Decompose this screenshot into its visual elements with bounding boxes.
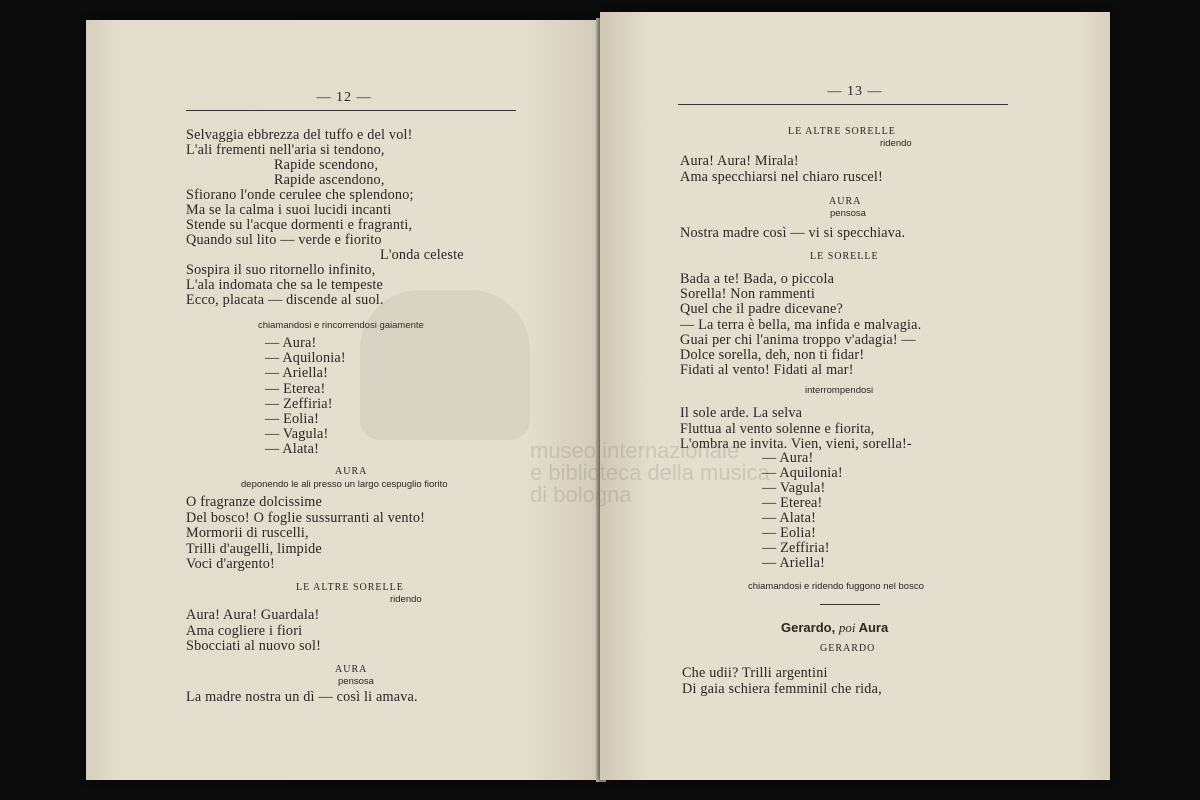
verse-line: Guai per chi l'anima troppo v'adagia! — [680, 331, 916, 348]
right-page [600, 12, 1110, 780]
page-number: — 13 — [827, 84, 883, 99]
verse-line: — Eterea! [762, 495, 823, 511]
verse-line: Rapide scendono, [274, 157, 379, 173]
verse-line: Il sole arde. La selva [680, 405, 803, 421]
verse-line: — Alata! [265, 441, 319, 458]
verse-line: — Alata! [762, 510, 816, 526]
speaker-label: AURA [335, 466, 368, 477]
verse-line: Quel che il padre dicevane? [680, 301, 843, 318]
stage-direction: ridendo [390, 594, 422, 605]
stage-direction: chiamandosi e ridendo fuggono nel bosco [748, 581, 924, 592]
scene-connector: poi [838, 620, 856, 635]
verse-line: Sorella! Non rammenti [680, 286, 816, 303]
names-list [762, 451, 843, 571]
verse-line: — Aquilonia! [762, 465, 843, 481]
verse-line: Selvaggia ebbrezza del tuffo e del vol! [186, 127, 413, 143]
verse-line: — La terra è bella, ma infida e malvagia. [680, 316, 922, 333]
speaker-label: AURA [829, 196, 862, 207]
verse-line: — Zeffiria! [762, 540, 830, 556]
header-rule [678, 104, 1008, 105]
stage-direction: ridendo [880, 138, 912, 149]
watermark-line: museo internazionale [530, 438, 740, 463]
verse-block [186, 495, 425, 573]
stage-direction: pensosa [830, 208, 866, 219]
verse-line: Del bosco! O foglie sussurranti al vento! [186, 509, 426, 526]
verse-line: Fidati al vento! Fidati al mar! [680, 362, 854, 379]
verse-line: — Vagula! [762, 480, 826, 496]
verse-line: La madre nostra un dì — così li amava. [186, 689, 418, 705]
stage-direction: chiamandosi e rincorrendosi gaiamente [258, 320, 424, 331]
page-number: — 12 — [316, 90, 372, 105]
scene-character: Aura [858, 620, 889, 635]
verse-line: — Zeffiria! [265, 395, 333, 412]
verse-line: Mormorii di ruscelli, [186, 525, 309, 541]
watermark-line: di bologna [530, 482, 632, 507]
verse-line: L'onda celeste [380, 247, 464, 263]
speaker-label: LE ALTRE SORELLE [296, 582, 404, 593]
verse-block [680, 272, 921, 378]
scene-divider [820, 604, 880, 605]
verse-block [186, 608, 321, 655]
verse-line: Stende su l'acque dormenti e fragranti, [186, 217, 413, 233]
speaker-label: LE SORELLE [810, 251, 879, 262]
watermark [530, 440, 770, 506]
stage-direction: deponendo le ali presso un largo cespuglio fiorito [241, 479, 448, 490]
header-rule [186, 110, 516, 111]
verse-line: Ma se la calma i suoi lucidi incanti [186, 202, 392, 218]
verse-block [186, 128, 464, 308]
verse-line: O fragranze dolcissime [186, 494, 322, 510]
verse-line: Sbocciati al nuovo sol! [186, 638, 322, 654]
verse-line: — Aura! [265, 335, 317, 351]
verse-line: Aura! Aura! Guardala! [186, 607, 320, 623]
verse-line: Voci d'argento! [186, 556, 275, 572]
scene-character: Gerardo, [781, 620, 836, 635]
verse-line: Che udii? Trilli argentini [682, 665, 828, 681]
verse-line: Aura! Aura! Mirala! [680, 153, 799, 169]
verse-line: — Aura! [762, 450, 814, 466]
verse-line: Rapide ascendono, [274, 172, 385, 188]
verse-line: L'ombra ne invita. Vien, vieni, sorella!- [680, 436, 912, 452]
speaker-label: GERARDO [820, 643, 876, 654]
verse-line: — Vagula! [265, 426, 329, 443]
watermark-line: e biblioteca della musica [530, 460, 770, 485]
verse-line: — Ariella! [762, 555, 826, 571]
verse-line: L'ali frementi nell'aria si tendono, [186, 142, 385, 158]
verse-line: — Aquilonia! [265, 350, 346, 367]
stage-direction: pensosa [338, 676, 374, 687]
verse-line: L'ala indomata che sa le tempeste [186, 277, 384, 293]
verse-line: — Ariella! [265, 365, 329, 382]
verse-line: Dolce sorella, deh, non ti fidar! [680, 347, 865, 364]
speaker-label: LE ALTRE SORELLE [788, 126, 896, 137]
verse-line: — Eterea! [265, 380, 326, 397]
verse-line: Fluttua al vento solenne e fiorita, [680, 420, 875, 437]
watermark-logo [360, 290, 530, 440]
verse-line: Bada a te! Bada, o piccola [680, 271, 835, 287]
scene-heading [781, 620, 888, 636]
verse-line: Ecco, placata — discende al suol. [186, 292, 384, 308]
verse-line: Di gaia schiera femminil che rida, [682, 680, 882, 697]
verse-line: — Eolia! [265, 411, 319, 428]
names-list [265, 336, 346, 458]
verse-line: Trilli d'augelli, limpide [186, 540, 322, 557]
stage-direction: interrompendosi [805, 385, 874, 396]
verse-line: — Eolia! [762, 525, 816, 541]
verse-line: Sfiorano l'onde cerulee che splendono; [186, 187, 414, 203]
verse-line: Ama cogliere i fiori [186, 622, 303, 639]
verse-line: Ama specchiarsi nel chiaro ruscel! [680, 168, 883, 185]
verse-line: Quando sul lito — verde e fiorito [186, 232, 382, 248]
verse-block [680, 154, 883, 185]
verse-line: Nostra madre così — vi si specchiava. [680, 225, 906, 241]
verse-block [682, 666, 882, 697]
speaker-label: AURA [335, 664, 368, 675]
verse-line: Sospira il suo ritornello infinito, [186, 262, 376, 278]
